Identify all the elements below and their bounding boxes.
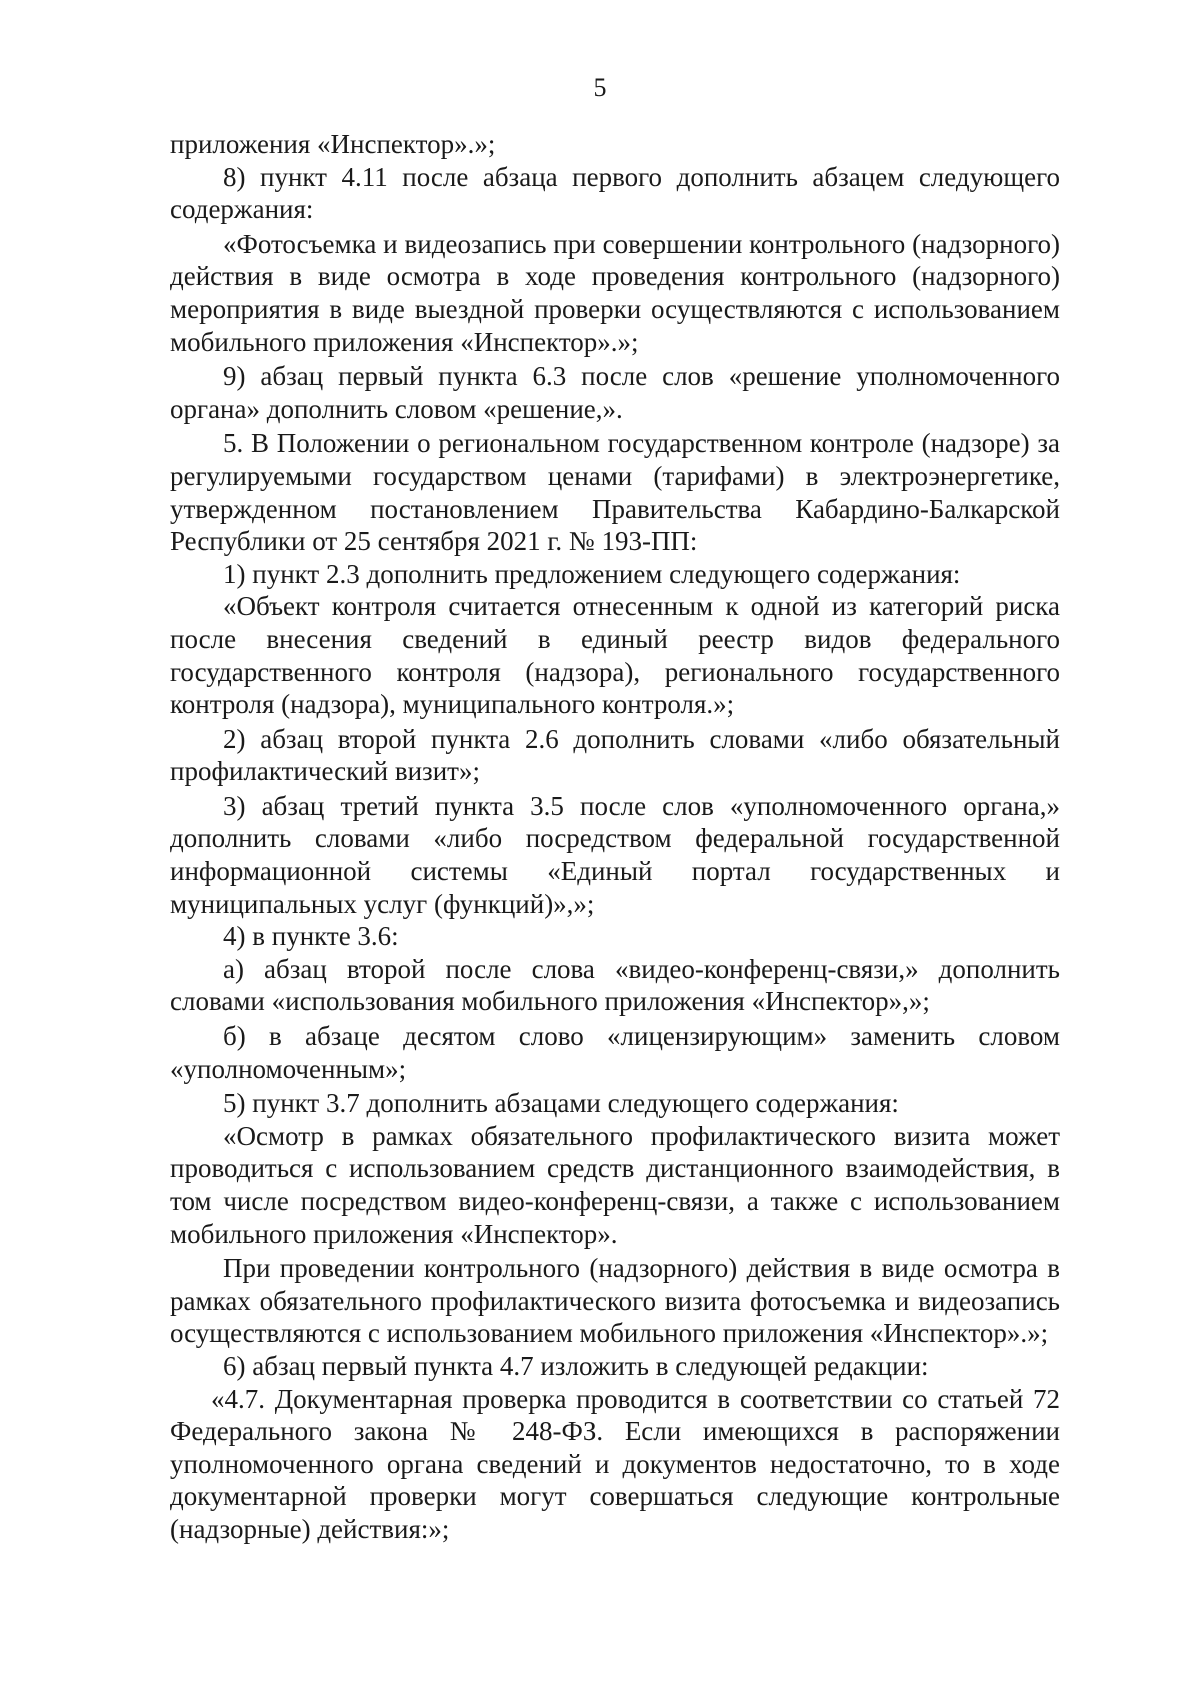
- paragraph-sub-2: 2) абзац второй пункта 2.6 дополнить словами «либо обязательный профилактический визит»;: [170, 723, 1060, 787]
- paragraph-sub-5: 5) пункт 3.7 дополнить абзацами следующего содержания:: [223, 1088, 899, 1119]
- paragraph-section-5: 5. В Положении о региональном государственном контроле (надзоре) за регулируемыми государством ценами (тарифами) в электроэнергетике, утвержденном постановлением Правительства Кабардино-Балкарской Республики от 25 сентября 2021 г. № 193-ПП:: [170, 428, 1060, 557]
- paragraph-continuation: приложения «Инспектор».»;: [170, 129, 496, 159]
- page-number: 5: [593, 73, 607, 102]
- paragraph-sub-4a: а) абзац второй после слова «видео-конференц-связи,» дополнить словами «использования мобильного приложения «Инспектор»,»;: [170, 953, 1060, 1017]
- paragraph-sub-1: 1) пункт 2.3 дополнить предложением следующего содержания:: [223, 558, 961, 589]
- paragraph-sub-4b: б) в абзаце десятом слово «лицензирующим» заменить словом «уполномоченным»;: [170, 1021, 1060, 1084]
- paragraph-sub-3: 3) абзац третий пункта 3.5 после слов «уполномоченного органа,» дополнить словами «либо посредством федеральной государственной информационной системы «Единый портал государственных и муниципальных услуг (функций)»,»;: [170, 790, 1060, 919]
- paragraph-quote-photo-video: «Фотосъемка и видеозапись при совершении контрольного (надзорного) действия в виде осмотра в ходе проведения контрольного (надзорного) мероприятия в виде выездной проверки осуществляются с использованием мобильного приложения «Инспектор».»;: [170, 228, 1060, 357]
- paragraph-sub-6: 6) абзац первый пункта 4.7 изложить в следующей редакции:: [223, 1350, 929, 1381]
- paragraph-sub-4: 4) в пункте 3.6:: [223, 921, 399, 952]
- paragraph-item-8: 8) пункт 4.11 после абзаца первого дополнить абзацем следующего содержания:: [170, 161, 1060, 225]
- paragraph-quote-inspection: «Осмотр в рамках обязательного профилактического визита может проводиться с использованием средств дистанционного взаимодействия, в том числе посредством видео-конференц-связи, а также с использованием мобильного приложения «Инспектор».: [170, 1120, 1060, 1249]
- paragraph-quote-photo-video-2: При проведении контрольного (надзорного) действия в виде осмотра в рамках обязательного профилактического визита фотосъемка и видеозапись осуществляются с использованием мобильного приложения «Инспектор».»;: [170, 1253, 1060, 1349]
- paragraph-quote-risk: «Объект контроля считается отнесенным к одной из категорий риска после внесения сведений в единый реестр видов федерального государственного контроля (надзора), регионального государственного контроля (надзора), муниципального контроля.»;: [170, 591, 1060, 720]
- document-body: [170, 128, 1060, 1546]
- paragraph-item-9: 9) абзац первый пункта 6.3 после слов «решение уполномоченного органа» дополнить словом «решение,».: [170, 361, 1060, 424]
- paragraph-quote-4-7: «4.7. Документарная проверка проводится в соответствии со статьей 72 Федерального закона № 248-ФЗ. Если имеющихся в распоряжении уполномоченного органа сведений и документов недостаточно, то в ходе документарной проверки могут совершаться следующие контрольные (надзорные) действия:»;: [170, 1383, 1060, 1544]
